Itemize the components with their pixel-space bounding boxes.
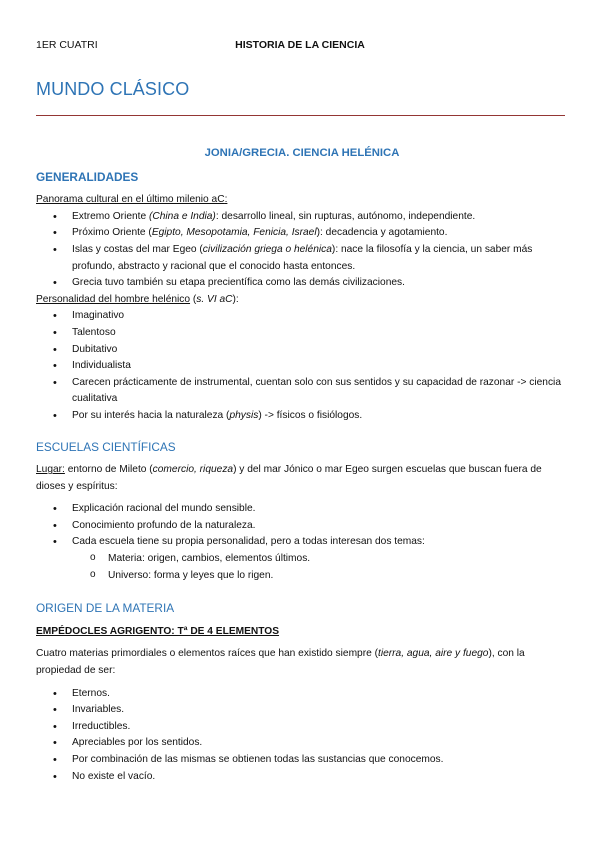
list-item: • Carecen prácticamente de instrumental, cuentan solo con sus sentidos y su capacidad de razonar -> ciencia cualitativa xyxy=(72,375,568,408)
personalidad-list xyxy=(36,308,568,424)
document-body xyxy=(36,145,568,785)
list-item: • Irreductibles. xyxy=(72,719,568,736)
escuelas-sublist xyxy=(72,551,568,584)
list-item: • Talentoso xyxy=(72,325,568,342)
heading-escuelas: ESCUELAS CIENTÍFICAS xyxy=(36,439,176,454)
sub-list-item: o Materia: origen, cambios, elementos últimos. xyxy=(108,551,568,568)
list-item: • Invariables. xyxy=(72,702,568,719)
origen-intro: Cuatro materias primordiales o elementos raíces que han existido siempre (tierra, agua, aire y fuego), con la propiedad de ser: xyxy=(36,648,525,677)
heading-origen: ORIGEN DE LA MATERIA xyxy=(36,601,175,616)
page-header xyxy=(36,39,564,53)
list-item: • Islas y costas del mar Egeo (civilización griega o helénica): nace la filosofía y la ciencia, un saber más profundo, abstracto y racional que el conocido hasta entonces. xyxy=(72,242,568,275)
escuelas-list xyxy=(36,501,568,584)
list-item: • Explicación racional del mundo sensible. xyxy=(72,501,568,518)
panorama-list xyxy=(36,209,568,292)
list-item: • Próximo Oriente (Egipto, Mesopotamia, Fenicia, Israel): decadencia y agotamiento. xyxy=(72,225,568,242)
list-item: • Conocimiento profundo de la naturaleza. xyxy=(72,518,568,535)
origen-list xyxy=(36,686,568,786)
heading-generalidades: GENERALIDADES xyxy=(36,169,139,184)
list-item: • Apreciables por los sentidos. xyxy=(72,735,568,752)
title-divider xyxy=(36,115,565,116)
list-item: • Dubitativo xyxy=(72,342,568,359)
personalidad-label: Personalidad del hombre helénico (s. VI aC): xyxy=(36,293,239,305)
list-item: • Eternos. xyxy=(72,686,568,703)
section-title: JONIA/GRECIA. CIENCIA HELÉNICA xyxy=(204,147,400,159)
panorama-label: Panorama cultural en el último milenio aC: xyxy=(36,194,228,206)
list-item: • Individualista xyxy=(72,358,568,375)
list-item: • Imaginativo xyxy=(72,308,568,325)
document-title: MUNDO CLÁSICO xyxy=(36,79,190,99)
empedocles-heading: EMPÉDOCLES AGRIGENTO: Tª DE 4 ELEMENTOS xyxy=(36,625,280,637)
list-item: • No existe el vacío. xyxy=(72,769,568,786)
list-item: • Cada escuela tiene su propia personalidad, pero a todas interesan dos temas: o Materia: origen, cambios, elementos últimos. o Universo: forma y leyes que lo rigen. xyxy=(72,534,568,584)
header-subject: HISTORIA DE LA CIENCIA xyxy=(235,39,365,51)
list-item: • Por su interés hacia la naturaleza (physis) -> físicos o fisiólogos. xyxy=(72,408,568,425)
list-item: • Grecia tuvo también su etapa precientífica como las demás civilizaciones. xyxy=(72,275,568,292)
lugar-paragraph: Lugar: entorno de Mileto (comercio, riqueza) y del mar Jónico o mar Egeo surgen escuelas que buscan fuera de dioses y espíritus: xyxy=(36,464,542,492)
header-course: 1ER CUATRI xyxy=(36,39,98,51)
list-item: • Extremo Oriente (China e India): desarrollo lineal, sin rupturas, autónomo, independiente. xyxy=(72,209,568,226)
sub-list-item: o Universo: forma y leyes que lo rigen. xyxy=(108,568,568,585)
list-item: • Por combinación de las mismas se obtienen todas las sustancias que conocemos. xyxy=(72,752,568,769)
